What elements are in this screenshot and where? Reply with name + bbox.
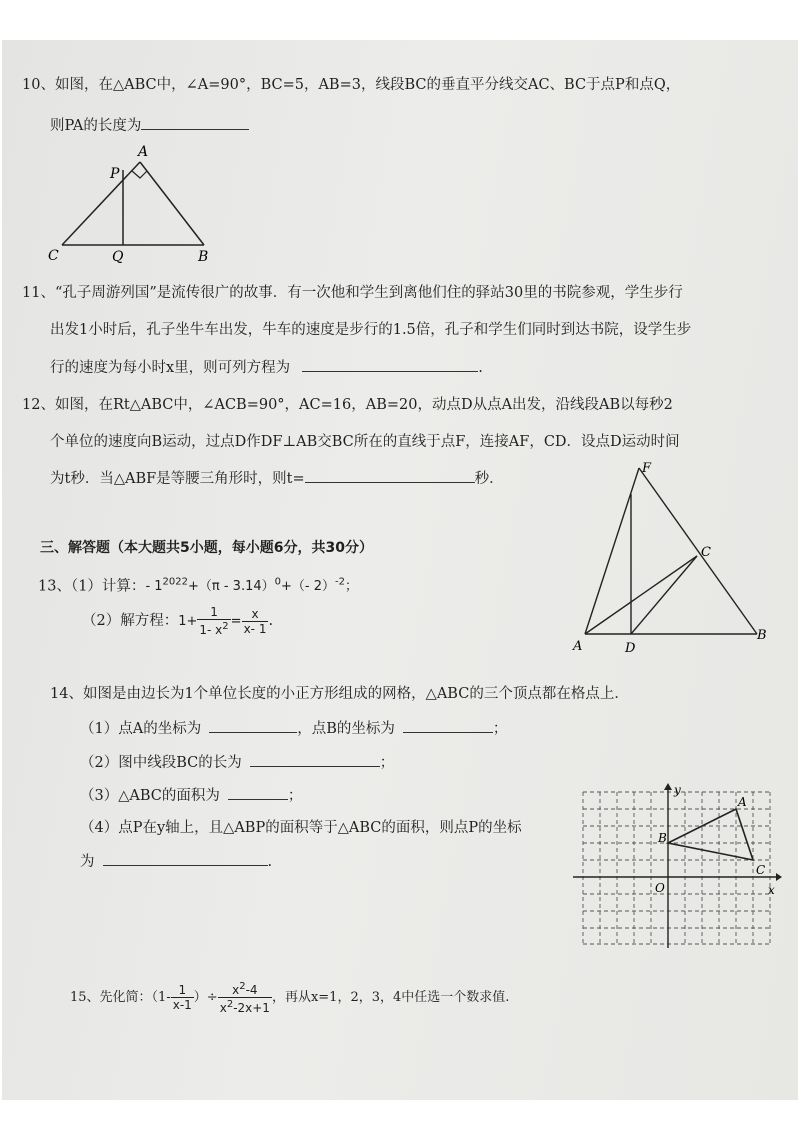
q15-f2-den-tail: -2x+1	[233, 1001, 270, 1015]
q14-p1-label-b: ，点B的坐标为	[297, 721, 395, 737]
grid-lines	[583, 792, 770, 944]
point-B-label: B	[658, 831, 667, 845]
label-D: D	[625, 641, 636, 656]
q14-p2-blank	[250, 752, 380, 767]
label-Q: Q	[112, 249, 124, 265]
expr-end: ；	[344, 579, 358, 595]
frac1-den-exp: 2	[222, 621, 229, 632]
q15-f2-den-exp: 2	[226, 999, 234, 1010]
q10-triangle-figure	[40, 140, 220, 270]
q14-p1-label-a: （1）点A的坐标为	[80, 721, 202, 737]
origin-label: O	[655, 881, 665, 895]
q11-line1: 11、“孔子周游列国”是流传很广的故事．有一次他和学生到离他们住的驿站30里的书院参观，学生步行	[22, 285, 683, 301]
q12-answer-blank	[305, 468, 475, 483]
x-axis-label: x	[768, 883, 775, 897]
q14-coordinate-grid	[568, 782, 783, 952]
q15-f2-num	[218, 980, 272, 998]
q14-p1-blank-b	[403, 718, 493, 733]
fraction-2-denominator: x- 1	[243, 621, 267, 636]
q13-part1	[38, 573, 358, 597]
segment-FB	[639, 468, 757, 634]
q14-part3	[80, 785, 302, 806]
q15-f2-den-base: x	[219, 1001, 227, 1015]
q13-label: 13、	[38, 578, 71, 595]
q12-prompt: 为t秒．当△ABF是等腰三角形时，则t=	[50, 471, 305, 487]
q11-answer-blank	[302, 357, 478, 372]
q15-f1-den: x-1	[172, 998, 192, 1012]
expr-exp2: 0	[274, 577, 281, 588]
q11-prompt: 行的速度为每小时x里，则可列方程为	[50, 360, 291, 376]
q15-f2-num-exp: 2	[239, 981, 246, 992]
q12-line1: 12、如图，在Rt△ABC中，∠ACB=90°，AC=16，AB=20，动点D从点A出发，沿线段AB以每秒2	[22, 397, 673, 413]
frac1-den-base: 1- x	[199, 623, 223, 637]
label-C: C	[48, 248, 59, 264]
section-3-heading: 三、解答题（本大题共5小题，每小题6分，共30分）	[40, 540, 373, 556]
q10-prompt: 则PA的长度为	[50, 118, 142, 134]
q11-line2: 出发1小时后，孔子坐牛车出发，牛车的速度是步行的1.5倍，孔子和学生们同时到达书院，设学生步	[50, 322, 692, 338]
fraction-1	[197, 605, 230, 637]
q15	[70, 978, 509, 1018]
q15-prefix: 15、先化简：（1-	[70, 990, 171, 1005]
triangle-ABC	[668, 809, 753, 860]
q15-f1-num: 1	[171, 983, 194, 998]
expr-exp1: 2022	[162, 577, 188, 588]
q15-f2-num-base: x	[232, 983, 240, 997]
q12-line2: 个单位的速度向B运动，过点D作DF⊥AB交BC所在的直线于点F，连接AF，CD．设点D运动时间	[50, 434, 680, 450]
q15-f2-den	[218, 998, 272, 1015]
eq-sign: =	[230, 614, 242, 629]
y-axis-label: y	[674, 783, 681, 797]
fraction-2-numerator: x	[242, 607, 269, 622]
q12-line3	[50, 468, 504, 489]
q12-end: 秒．	[474, 471, 504, 487]
fraction-1-numerator: 1	[197, 605, 230, 620]
label-A: A	[573, 639, 583, 654]
q14-p2-end: ；	[379, 755, 395, 771]
eq-lead: 1+	[178, 614, 198, 629]
q13-part2-prefix: （2）解方程：	[82, 613, 179, 629]
q15-fraction-1	[171, 983, 194, 1012]
q15-fraction-2	[218, 980, 272, 1015]
q14-p1-blank-a	[209, 718, 297, 733]
x-axis-arrow	[776, 873, 782, 881]
expr-exp3: -2	[335, 577, 345, 588]
q14-part4-line2	[80, 851, 272, 872]
q15-f2-num-tail: -4	[245, 983, 258, 997]
q14-p3-blank	[228, 785, 288, 800]
right-angle-mark	[132, 171, 147, 178]
q14-p3-label: （3）△ABC的面积为	[80, 788, 220, 804]
q15-suffix: ，再从x=1，2，3，4中任选一个数求值.	[271, 990, 510, 1005]
eq-end: .	[268, 613, 274, 629]
q14-p4-blank	[103, 851, 268, 866]
expr-term1: - 1	[145, 579, 163, 595]
q15-mid: ）÷	[193, 990, 218, 1005]
q13-part1-expression	[145, 579, 358, 594]
expr-term2: +（π - 3.14）	[188, 579, 275, 595]
segment-AB	[140, 162, 204, 245]
q14-part1	[80, 718, 507, 739]
q14-p1-end: ；	[492, 721, 508, 737]
y-axis-arrow	[664, 783, 672, 790]
segment-CA	[62, 162, 140, 245]
q14-part4: （4）点P在y轴上，且△ABP的面积等于△ABC的面积，则点P的坐标	[80, 820, 522, 836]
q14-p4-end: .	[267, 854, 273, 870]
point-A-label: A	[738, 795, 747, 809]
q14-p3-end: ；	[287, 788, 303, 804]
q11-line3	[50, 357, 483, 378]
q14-p4-label: 为	[80, 854, 95, 870]
q10-answer-blank	[141, 115, 249, 130]
q11-end: .	[478, 360, 483, 376]
label-F: F	[642, 461, 652, 476]
q10-line1: 10、如图，在△ABC中，∠A=90°，BC=5，AB=3，线段BC的垂直平分线交AC、BC于点P和点Q，	[22, 77, 681, 93]
fraction-1-denominator	[197, 620, 230, 637]
label-P: P	[110, 166, 120, 182]
fraction-2	[242, 607, 269, 636]
q14-p2-label: （2）图中线段BC的长为	[80, 755, 242, 771]
q13-part2	[82, 604, 273, 639]
label-A: A	[138, 144, 149, 160]
q13-part1-prefix: （1）计算：	[70, 578, 146, 595]
point-C-label: C	[756, 863, 766, 877]
q12-triangle-figure	[565, 458, 780, 658]
label-C: C	[701, 545, 711, 560]
label-B: B	[198, 249, 209, 265]
q14-intro: 14、如图是由边长为1个单位长度的小正方形组成的网格，△ABC的三个顶点都在格点上．	[50, 686, 629, 702]
expr-term3: +（- 2）	[281, 579, 335, 595]
q14-part2	[80, 752, 394, 773]
q10-line2	[50, 115, 249, 136]
label-B: B	[757, 628, 767, 643]
